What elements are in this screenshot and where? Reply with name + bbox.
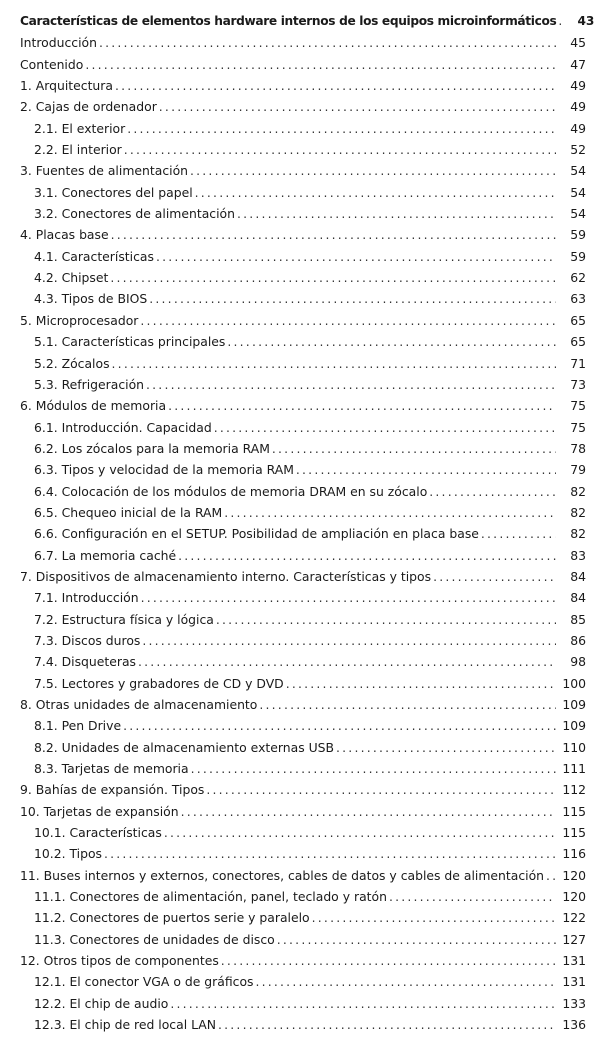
toc-entry — [20, 142, 586, 163]
toc-entry-label: 7.2. Estructura física y lógica — [34, 611, 214, 627]
toc-entry — [20, 462, 586, 483]
toc-entry-page-number: 43 — [577, 14, 595, 28]
dot-leader — [336, 740, 556, 755]
toc-entry-label: 6.5. Chequeo inicial de la RAM — [34, 504, 223, 520]
toc-entry-page-number: 84 — [570, 590, 586, 606]
toc-entry-label: 1. Arquitectura — [20, 78, 113, 94]
toc-entry — [20, 163, 586, 184]
toc-entry-page-number: 78 — [570, 440, 586, 456]
dot-leader — [433, 569, 556, 584]
toc-entry — [20, 654, 586, 675]
toc-entry-label: 10.2. Tipos — [34, 846, 102, 862]
toc-entry — [20, 804, 586, 825]
toc-entry-page-number: 83 — [570, 547, 586, 563]
dot-leader — [127, 121, 556, 136]
toc-entry-label: 12. Otros tipos de componentes — [20, 953, 219, 969]
toc-entry-page-number: 110 — [562, 739, 586, 755]
dot-leader — [124, 142, 556, 157]
dot-leader — [221, 953, 556, 968]
toc-entry — [20, 291, 586, 312]
toc-entry-label: 6.4. Colocación de los módulos de memoria DRAM en su zócalo — [34, 483, 428, 499]
toc-entry-page-number: 45 — [570, 35, 586, 51]
dot-leader — [259, 697, 556, 712]
table-of-contents — [20, 14, 595, 1039]
toc-entry — [20, 185, 586, 206]
toc-entry-page-number: 54 — [570, 163, 586, 179]
toc-entry-label: 5.1. Características principales — [34, 334, 226, 350]
toc-entry-page-number: 131 — [562, 953, 586, 969]
dot-leader — [156, 249, 556, 264]
toc-entry — [20, 334, 586, 355]
toc-entry-page-number: 109 — [562, 718, 586, 734]
toc-entry-page-number: 54 — [570, 184, 586, 200]
toc-entry-label: 8.3. Tarjetas de memoria — [34, 761, 189, 777]
toc-entry — [20, 270, 586, 291]
dot-leader — [227, 334, 556, 349]
toc-entry-page-number: 62 — [570, 270, 586, 286]
dot-leader — [149, 291, 556, 306]
dot-leader — [296, 462, 556, 477]
toc-entry — [20, 868, 586, 889]
toc-entry-label: Introducción — [20, 35, 97, 51]
toc-entry-page-number: 86 — [570, 632, 586, 648]
toc-entry-page-number: 47 — [570, 56, 586, 72]
toc-entry-page-number: 79 — [570, 462, 586, 478]
toc-entry-label: 2.1. El exterior — [34, 120, 126, 136]
dot-leader — [216, 612, 556, 627]
dot-leader — [195, 185, 556, 200]
toc-entry-label: 3. Fuentes de alimentación — [20, 163, 189, 179]
toc-entry-page-number: 136 — [562, 1017, 586, 1033]
dot-leader — [181, 804, 556, 819]
toc-entry — [20, 99, 586, 120]
dot-leader — [170, 996, 556, 1011]
toc-entry — [20, 227, 586, 248]
toc-entry-label: 7.5. Lectores y grabadores de CD y DVD — [34, 675, 284, 691]
toc-entry — [20, 996, 586, 1017]
toc-entry-page-number: 115 — [562, 825, 586, 841]
toc-entry — [20, 974, 586, 995]
toc-entry — [20, 953, 586, 974]
toc-entry — [20, 441, 586, 462]
toc-entry — [20, 740, 586, 761]
toc-entry — [20, 356, 586, 377]
dot-leader — [286, 676, 556, 691]
toc-entry — [20, 35, 586, 56]
toc-entry — [20, 910, 586, 931]
toc-entry — [20, 590, 586, 611]
toc-entry-label: 11.2. Conectores de puertos serie y paralelo — [34, 910, 310, 926]
toc-entry-page-number: 120 — [562, 867, 586, 883]
toc-entry-page-number: 84 — [570, 568, 586, 584]
dot-leader — [141, 590, 556, 605]
toc-entry-label: 7.3. Discos duros — [34, 632, 141, 648]
toc-entry-page-number: 116 — [562, 846, 586, 862]
toc-entry-page-number: 65 — [570, 334, 586, 350]
dot-leader — [214, 420, 556, 435]
dot-leader — [138, 654, 556, 669]
dot-leader — [191, 761, 556, 776]
dot-leader — [164, 825, 556, 840]
toc-entry-page-number: 49 — [570, 78, 586, 94]
toc-entry-label: 11.3. Conectores de unidades de disco — [34, 931, 275, 947]
dot-leader — [111, 227, 556, 242]
toc-entry-page-number: 122 — [562, 910, 586, 926]
dot-leader — [110, 270, 556, 285]
toc-entry — [20, 505, 586, 526]
toc-entry — [20, 633, 586, 654]
toc-entry-page-number: 59 — [570, 248, 586, 264]
toc-entry — [20, 121, 586, 142]
toc-entry-label: 5.3. Refrigeración — [34, 376, 145, 392]
toc-entry-page-number: 82 — [570, 483, 586, 499]
toc-entry-page-number: 75 — [570, 398, 586, 414]
dot-leader — [218, 1017, 556, 1032]
toc-entry — [20, 676, 586, 697]
toc-entry-label: 8. Otras unidades de almacenamiento — [20, 697, 258, 712]
toc-entry — [20, 206, 586, 227]
dot-leader — [255, 974, 556, 989]
dot-leader — [190, 163, 556, 178]
toc-entry-page-number: 54 — [570, 206, 586, 222]
toc-entry-label: 6.3. Tipos y velocidad de la memoria RAM — [34, 462, 294, 478]
toc-entry-page-number: 75 — [570, 419, 586, 435]
toc-entry-page-number: 82 — [570, 504, 586, 520]
toc-entry — [20, 377, 586, 398]
dot-leader — [159, 99, 556, 114]
toc-entry — [20, 825, 586, 846]
toc-entry — [20, 612, 586, 633]
dot-leader — [224, 505, 556, 520]
toc-entry — [20, 1017, 586, 1038]
dot-leader — [312, 910, 556, 925]
toc-entry-page-number: 73 — [570, 376, 586, 392]
toc-entry-label: 12.3. El chip de red local LAN — [34, 1017, 217, 1033]
toc-entry-label: 10.1. Características — [34, 825, 162, 841]
toc-entry-label: 11.1. Conectores de alimentación, panel, teclado y ratón — [34, 889, 387, 905]
toc-entry-label: 12.2. El chip de audio — [34, 995, 169, 1011]
dot-leader — [178, 548, 556, 563]
dot-leader — [237, 206, 556, 221]
toc-entry-label: 5.2. Zócalos — [34, 355, 110, 371]
toc-entry — [20, 761, 586, 782]
toc-entry-page-number: 63 — [570, 291, 586, 307]
toc-entry — [20, 249, 586, 270]
toc-entry-label: 6.7. La memoria caché — [34, 547, 177, 563]
toc-entry — [20, 846, 586, 867]
toc-entry-label: 6. Módulos de memoria — [20, 398, 167, 414]
toc-entry-label: 2.2. El interior — [34, 142, 122, 158]
toc-entry — [20, 569, 586, 590]
toc-entry-label: 4.2. Chipset — [34, 270, 109, 286]
toc-entry-label: 8.1. Pen Drive — [34, 718, 122, 734]
toc-entry-page-number: 112 — [562, 782, 586, 798]
toc-entry-label: 8.2. Unidades de almacenamiento externas USB — [34, 739, 335, 755]
dot-leader — [142, 633, 556, 648]
toc-entry — [20, 782, 586, 803]
dot-leader — [481, 526, 556, 541]
toc-entry-label: 2. Cajas de ordenador — [20, 99, 157, 115]
toc-entry-label: 3.2. Conectores de alimentación — [34, 206, 235, 222]
toc-entry-page-number: 131 — [562, 974, 586, 990]
dot-leader — [140, 313, 556, 328]
toc-entry — [20, 697, 586, 718]
toc-entry — [20, 889, 586, 910]
toc-entry-label: 4.3. Tipos de BIOS — [34, 291, 148, 307]
toc-entry-label: 6.6. Configuración en el SETUP. Posibilidad de ampliación en placa base — [34, 526, 479, 542]
toc-entry-page-number: 82 — [570, 526, 586, 542]
toc-entry-page-number: 85 — [570, 611, 586, 627]
dot-leader — [206, 782, 556, 797]
toc-entry-label: 6.2. Los zócalos para la memoria RAM — [34, 440, 270, 456]
toc-entry-page-number: 100 — [562, 675, 586, 691]
dot-leader — [85, 57, 556, 72]
toc-entry-label: 3.1. Conectores del papel — [34, 184, 193, 200]
dot-leader — [389, 889, 556, 904]
dot-leader — [168, 398, 556, 413]
dot-leader — [429, 484, 556, 499]
toc-entry — [20, 78, 586, 99]
toc-entry-label: 11. Buses internos y externos, conectores, cables de datos y cables de alimentación — [20, 867, 545, 883]
toc-entry-page-number: 65 — [570, 312, 586, 328]
toc-entry-label: 4. Placas base — [20, 227, 109, 243]
toc-entry-page-number: 49 — [570, 99, 586, 115]
toc-entry-label: 5. Microprocesador — [20, 312, 139, 328]
toc-entry-page-number: 133 — [562, 995, 586, 1011]
toc-entry-label: 7. Dispositivos de almacenamiento interno. Características y tipos — [20, 568, 432, 584]
toc-entry — [20, 718, 586, 739]
dot-leader — [115, 78, 556, 93]
dot-leader — [277, 932, 556, 947]
dot-leader — [546, 868, 556, 883]
toc-entry-label: 9. Bahías de expansión. Tipos — [20, 782, 205, 798]
toc-entry — [20, 526, 586, 547]
toc-entry-label: Características de elementos hardware internos de los equipos microinformáticos — [20, 14, 557, 28]
toc-entry-page-number: 109 — [562, 697, 586, 712]
toc-entry — [20, 313, 586, 334]
toc-entry-label: 4.1. Características — [34, 248, 154, 264]
toc-entry — [20, 420, 586, 441]
chapter-title-entry — [20, 14, 595, 35]
toc-entry-label: 12.1. El conector VGA o de gráficos — [34, 974, 254, 990]
toc-entry-page-number: 111 — [562, 761, 586, 777]
toc-entry — [20, 548, 586, 569]
toc-entry-page-number: 52 — [570, 142, 586, 158]
toc-entry-label: 7.1. Introducción — [34, 590, 139, 606]
dot-leader — [123, 718, 556, 733]
toc-entry — [20, 484, 586, 505]
toc-entry-label: Contenido — [20, 56, 84, 72]
dot-leader — [146, 377, 556, 392]
toc-entry-page-number: 120 — [562, 889, 586, 905]
toc-entry-label: 10. Tarjetas de expansión — [20, 803, 179, 819]
dot-leader — [99, 35, 556, 50]
toc-entry-page-number: 71 — [570, 355, 586, 371]
toc-entry-page-number: 127 — [562, 931, 586, 947]
toc-entry-page-number: 59 — [570, 227, 586, 243]
dot-leader — [272, 441, 556, 456]
toc-entry — [20, 57, 586, 78]
toc-entry-label: 7.4. Disqueteras — [34, 654, 136, 670]
dot-leader — [112, 356, 556, 371]
dot-leader — [104, 846, 556, 861]
toc-entry-page-number: 115 — [562, 803, 586, 819]
toc-entry — [20, 932, 586, 953]
toc-entry — [20, 398, 586, 419]
toc-entry-label: 6.1. Introducción. Capacidad — [34, 419, 212, 435]
toc-entry-page-number: 98 — [570, 654, 586, 670]
toc-entry-page-number: 49 — [570, 120, 586, 136]
